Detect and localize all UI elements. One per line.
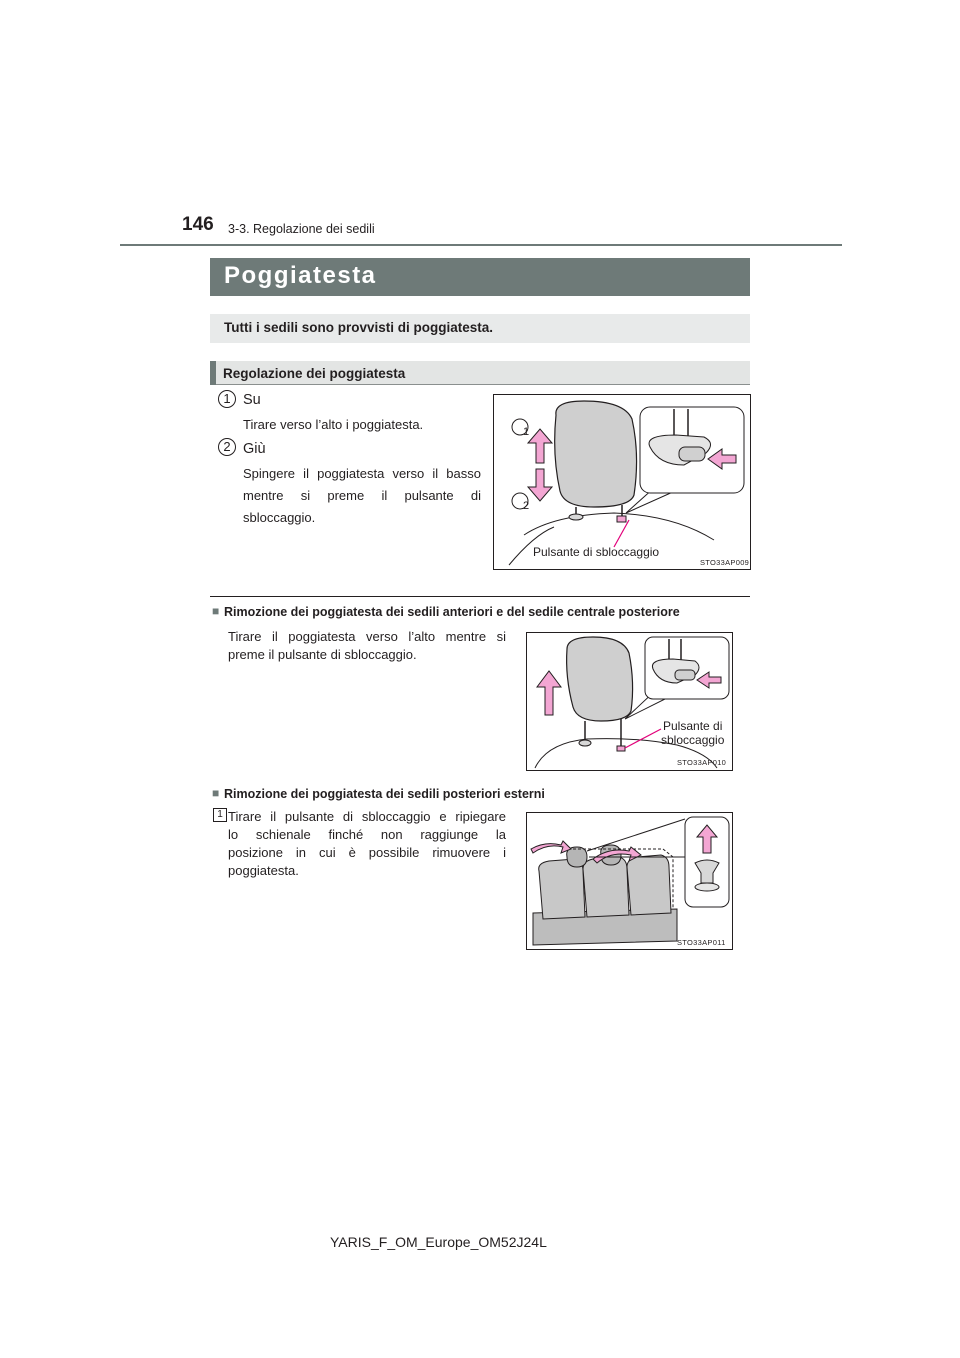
bullet-square-icon: ■ — [212, 786, 220, 800]
removal-rear-text-line: posizione in cui è possibile rimuovere i — [228, 845, 506, 860]
figure-marker-2: 2 — [523, 500, 530, 512]
step-2-text-line: mentre si preme il pulsante di — [243, 488, 481, 503]
step-2-text-line: sbloccaggio. — [243, 510, 316, 525]
removal-rear-text-line: lo schienale finché non raggiunge la — [228, 827, 506, 842]
removal-front-heading: Rimozione dei poggiatesta dei sedili anteriori e del sedile centrale posteriore — [224, 605, 680, 619]
headrest-adjust-illustration — [494, 395, 750, 569]
release-button-label-line: Pulsante di — [663, 719, 723, 733]
step-1-heading: Su — [243, 392, 261, 408]
figure-code: STO33AP011 — [677, 938, 726, 947]
intro-text: Tutti i sedili sono provvisti di poggiatesta. — [224, 320, 494, 335]
removal-front-text-line: Tirare il poggiatesta verso l’alto mentre si — [228, 629, 506, 644]
figure-marker-1: 1 — [523, 426, 530, 438]
step-2-text-line: Spingere il poggiatesta verso il basso — [243, 466, 481, 481]
removal-front-text — [228, 628, 506, 664]
section-divider — [210, 596, 750, 597]
step-2-text — [243, 463, 481, 529]
rear-removal-figure — [526, 812, 733, 950]
step-1-text: Tirare verso l’alto i poggiatesta. — [243, 417, 424, 432]
removal-rear-step-number: 1 — [213, 808, 227, 822]
subsection-marker — [210, 361, 216, 385]
removal-rear-text-line: poggiatesta. — [228, 863, 299, 878]
header-rule — [120, 244, 842, 246]
subsection-title: Regolazione dei poggiatesta — [223, 366, 406, 381]
page-title: Poggiatesta — [224, 262, 377, 289]
release-button-label-line: sbloccaggio — [661, 733, 725, 747]
figure-code: STO33AP009 — [700, 558, 750, 567]
release-button-label: Pulsante di sbloccaggio — [533, 545, 660, 559]
removal-front-text-line: preme il pulsante di sbloccaggio. — [228, 647, 417, 662]
removal-rear-text — [228, 808, 506, 880]
front-removal-figure — [526, 632, 733, 771]
step-1-number: 1 — [223, 391, 231, 406]
bullet-square-icon: ■ — [212, 604, 220, 618]
removal-rear-heading: Rimozione dei poggiatesta dei sedili posteriori esterni — [224, 787, 545, 801]
front-removal-illustration — [527, 633, 732, 770]
step-2-number: 2 — [223, 439, 231, 454]
release-button-label — [661, 719, 724, 747]
figure-code: STO33AP010 — [677, 758, 727, 767]
rear-removal-illustration — [527, 813, 732, 949]
page-number: 146 — [182, 214, 214, 235]
removal-rear-text-line: Tirare il pulsante di sbloccaggio e ripiegare — [228, 809, 506, 824]
document-footer: YARIS_F_OM_Europe_OM52J24L — [330, 1234, 547, 1250]
section-reference: 3-3. Regolazione dei sedili — [228, 222, 375, 236]
headrest-adjust-figure — [493, 394, 751, 570]
step-2-heading: Giù — [243, 441, 266, 457]
